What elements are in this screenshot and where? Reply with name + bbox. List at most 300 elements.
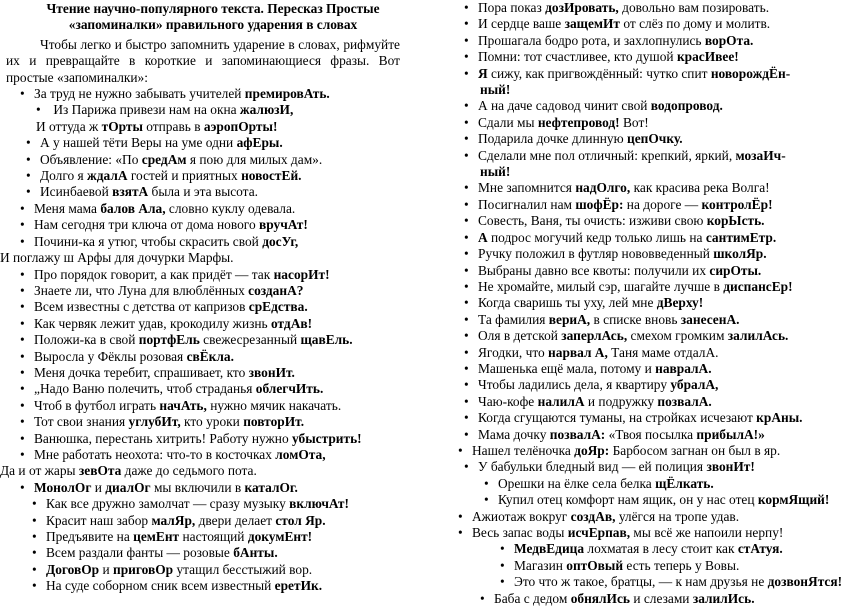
stressed-word: занесенА. [680, 311, 740, 327]
bullet-marker: • [26, 168, 31, 184]
rhyme-text: утащил бесстыжий вор. [173, 561, 313, 577]
right-column [458, 0, 842, 607]
title-line-2: «запоминалки» правильного ударения в словах [68, 17, 358, 33]
stressed-word: бАнты. [233, 545, 278, 561]
bullet-marker: • [500, 574, 505, 590]
rhyme-line [458, 180, 810, 196]
stressed-word: сантимЕтр. [705, 229, 777, 245]
rhyme-text: мы всё же напоили нерпу! [630, 525, 784, 540]
bullet-marker: • [20, 430, 25, 446]
bullet-marker: • [36, 102, 41, 118]
rhyme-text: Орешки на ёлке села белка [498, 475, 656, 491]
bullet-marker: • [464, 393, 469, 409]
rhyme-text: Подарила дочке длинную [478, 131, 627, 147]
stressed-word: защемИт [564, 16, 621, 32]
stressed-word: диалОг [105, 479, 151, 495]
rhyme-text: и [99, 561, 113, 577]
rhyme-text: Всем известны с детства от капризов [34, 299, 249, 315]
title-line-1: Чтение научно-популярного текста. Пересказ Простые [46, 1, 380, 16]
rhyme-line [458, 230, 810, 246]
bullet-marker: • [464, 344, 469, 360]
stressed-word: новорождЁн- [710, 65, 791, 81]
rhyme-text: Чтобы ладились дела, я квартиру [478, 377, 671, 393]
stressed-word: щавЕль. [300, 332, 353, 348]
bullet-marker: • [20, 381, 25, 397]
stressed-word: диспансЕр! [723, 278, 793, 294]
rhyme-text: есть теперь у Вовы. [623, 557, 740, 573]
stressed-word: нарвал А, [548, 344, 608, 360]
stressed-word: ворОта. [704, 32, 754, 48]
rhyme-text: Ванюшка, перестань хитрить! Работу нужно [34, 430, 292, 446]
rhyme-text: Как червяк лежит удав, крокодилу жизнь [34, 315, 272, 331]
rhyme-text: А на даче садовод чинит свой [478, 98, 651, 114]
bullet-marker: • [32, 529, 37, 544]
bullet-marker: • [464, 114, 469, 130]
rhyme-text: настоящий [179, 529, 248, 544]
stressed-word: залилИсь. [692, 590, 755, 606]
rhyme-line [458, 82, 810, 98]
stressed-word: шофЁр: [575, 196, 624, 212]
rhyme-text: в списке вновь [590, 311, 681, 327]
rhyme-text: Выросла у Фёклы розовая [34, 348, 187, 364]
rhyme-text: Вот! [619, 114, 649, 130]
rhyme-line [0, 102, 400, 118]
rhyme-line [458, 148, 810, 164]
bullet-marker: • [464, 426, 469, 442]
rhyme-text: улёгся на тропе удав. [615, 508, 740, 524]
rhyme-text: была и эта высота. [148, 184, 258, 200]
rhyme-text: Нам сегодня три ключа от дома нового [34, 217, 260, 233]
bullet-marker: • [480, 590, 485, 606]
rhyme-line [0, 283, 400, 299]
rhyme-line [458, 361, 810, 377]
stressed-word: ный! [480, 164, 511, 180]
bullet-marker: • [32, 496, 37, 512]
stressed-word: налилА [537, 393, 585, 409]
rhyme-text: двери делает [195, 512, 276, 528]
rhyme-line [0, 316, 400, 332]
stressed-word: позвалА: [549, 426, 606, 442]
rhyme-line [458, 263, 810, 279]
stressed-word: насорИт! [273, 266, 330, 282]
stressed-word: дозвонЯтся! [767, 574, 842, 590]
rhyme-line [0, 480, 400, 496]
rhyme-line [458, 591, 810, 607]
rhyme-line [458, 410, 810, 426]
bullet-marker: • [20, 364, 25, 380]
rhyme-line [458, 312, 810, 328]
rhyme-text: Да и от жары [0, 463, 79, 479]
rhyme-line [458, 33, 810, 49]
stressed-word: премировАть. [244, 86, 330, 102]
rhyme-text: И оттуда ж [36, 118, 102, 134]
stressed-word: дВерху! [656, 295, 704, 311]
bullet-marker: • [464, 196, 469, 212]
stressed-word: залилАсь. [727, 328, 789, 344]
rhyme-text: Чтоб в футбол играть [34, 397, 160, 413]
rhyme-text: Прошагала бодро рота, и захлопнулись [478, 32, 705, 48]
bullet-marker: • [464, 328, 469, 344]
rhyme-text: и [91, 479, 106, 495]
stressed-word: кормЯщий! [757, 492, 830, 508]
rhyme-line [458, 377, 810, 393]
rhyme-text: Таня маме отдалА. [607, 344, 719, 360]
rhyme-line [0, 217, 400, 233]
rhyme-text: Посигналил нам [478, 196, 576, 212]
rhyme-text: Почини-ка я утюг, чтобы скрасить свой [34, 233, 263, 249]
stressed-word: вручАт! [259, 217, 308, 233]
stressed-word: созданА? [248, 282, 304, 298]
rhyme-text: И поглажу ш Арфы для дочурки Марфы. [0, 250, 234, 266]
stressed-word: докумЕнт! [247, 529, 313, 544]
rhyme-line [458, 164, 810, 180]
rhyme-text: Нашел телёночка [472, 442, 575, 458]
bullet-marker: • [464, 0, 469, 15]
rhyme-text: сижу, как пригвождённый: чутко спит [487, 65, 711, 81]
rhyme-text: Барбосом загнан он был в яр. [609, 442, 781, 458]
rhyme-text: Совесть, Ваня, ты очисть: изживи свою [478, 213, 707, 229]
stressed-word: навралА. [655, 360, 712, 376]
bullet-marker: • [20, 397, 25, 413]
rhyme-line [458, 427, 810, 443]
bullet-marker: • [32, 512, 37, 528]
stressed-word: цемЕнт [133, 529, 180, 544]
bullet-marker: • [458, 508, 463, 524]
rhyme-text: гостей и приятных [127, 168, 242, 184]
rhyme-line [458, 345, 810, 361]
rhyme-text: Положи-ка в свой [34, 332, 139, 348]
bullet-marker: • [20, 282, 25, 298]
rhyme-line [0, 299, 400, 315]
rhyme-line [0, 135, 400, 151]
rhyme-text: Весь запас воды [472, 525, 568, 540]
rhyme-text: Магазин [514, 557, 567, 573]
rhyme-text: Чаю-кофе [478, 393, 538, 409]
rhyme-line [458, 98, 810, 114]
rhyme-line [458, 394, 810, 410]
rhyme-text: даже до седьмого пота. [121, 463, 257, 479]
rhyme-text: Мама дочку [478, 426, 550, 442]
rhyme-line [458, 115, 810, 131]
rhyme-line [458, 213, 810, 229]
rhyme-line [0, 398, 400, 414]
stressed-word: облегчИть. [255, 381, 324, 397]
rhyme-text: на дороге — [623, 196, 702, 212]
rhyme-text: Та фамилия [478, 311, 549, 327]
bullet-marker: • [20, 217, 25, 233]
stressed-word: цепОчку. [626, 131, 683, 147]
stressed-word: звонИт! [706, 459, 755, 475]
rhyme-line [458, 197, 810, 213]
rhyme-text: Это что ж такое, братцы, — к нам друзья не [514, 574, 768, 590]
stressed-word: еретИк. [274, 578, 323, 594]
stressed-word: надОлго, [575, 180, 631, 196]
stressed-word: портфЕль [138, 332, 200, 348]
stressed-word: стол Яр. [275, 512, 326, 528]
rhyme-text: „Надо Ваню полечить, чтоб страданья [34, 381, 256, 397]
stressed-word: досУг, [262, 233, 299, 249]
stressed-word: исчЕрпав, [567, 525, 631, 540]
stressed-word: убыстрить! [292, 430, 362, 446]
bullet-marker: • [464, 98, 469, 114]
bullet-marker: • [464, 410, 469, 426]
bullet-marker: • [464, 32, 469, 48]
stressed-word: школЯр. [713, 246, 767, 262]
rhyme-text: Сделали мне пол отличный: крепкий, яркий, [478, 147, 736, 163]
rhyme-line [0, 184, 400, 200]
stressed-word: начАть, [159, 397, 207, 413]
stressed-word: МедвЕдица [514, 541, 585, 557]
rhyme-text: У бабульки бледный вид — ей полиция [478, 459, 707, 475]
rhyme-text: Долго я [40, 168, 88, 184]
bullet-marker: • [464, 213, 469, 229]
bullet-marker: • [500, 557, 505, 573]
bullet-marker: • [464, 131, 469, 147]
rhyme-text: подрос могучий кедр только лишь на [487, 229, 706, 245]
rhyme-line [458, 541, 810, 557]
stressed-word: щЁлкать. [655, 475, 714, 491]
rhyme-line [0, 529, 400, 545]
rhyme-text: кто уроки [180, 414, 244, 430]
stressed-word: углубИт, [128, 414, 181, 430]
intro-paragraph: Чтобы легко и быстро запомнить ударение в словах, рифмуйте их и превращайте в короткие и запоминающиеся фразы. Вот простые «запоминалки»: [6, 36, 400, 85]
bullet-marker: • [500, 541, 505, 557]
bullet-marker: • [20, 348, 25, 364]
stressed-word: А [478, 229, 488, 245]
rhyme-text: свежесрезанный [199, 332, 301, 348]
rhyme-text: отправь в [142, 118, 204, 134]
stressed-word: корЫсть. [706, 213, 765, 229]
stressed-word: каталОг. [244, 479, 298, 495]
rhyme-line [0, 562, 400, 578]
bullet-marker: • [20, 299, 25, 315]
rhyme-text: Знаете ли, что Луна для влюблённых [34, 282, 249, 298]
bullet-marker: • [20, 479, 25, 495]
rhyme-line [458, 131, 810, 147]
rhyme-line [458, 0, 810, 16]
right-rhymes-list [458, 0, 842, 607]
rhyme-line [0, 381, 400, 397]
rhyme-line [0, 168, 400, 184]
rhyme-line [0, 414, 400, 430]
left-column [0, 0, 400, 595]
rhyme-line [458, 443, 810, 459]
rhyme-text: от слёз по дому и молитв. [620, 16, 771, 32]
rhyme-text: Как все дружно замолчат — сразу музыку [46, 496, 290, 512]
rhyme-line [458, 246, 810, 262]
stressed-word: МонолОг [34, 479, 92, 495]
stressed-word: контролЁр! [701, 196, 773, 212]
rhyme-text: Баба с дедом [494, 590, 571, 606]
bullet-marker: • [464, 65, 469, 81]
stressed-word: ждалА [87, 168, 128, 184]
stressed-word: ДоговОр [46, 561, 100, 577]
rhyme-line [458, 525, 810, 541]
stressed-word: новостЕй. [241, 168, 302, 184]
stressed-word: вериА, [548, 311, 591, 327]
rhyme-text: и слезами [630, 590, 693, 606]
rhyme-text: и подружку [584, 393, 658, 409]
rhyme-text: Машенька ещё мала, потому и [478, 360, 656, 376]
rhyme-text: На суде соборном сник всем известный [46, 578, 275, 594]
bullet-marker: • [464, 49, 469, 65]
rhyme-text: Оля в детской [478, 328, 562, 344]
rhyme-text: За труд не нужно забывать учителей [34, 86, 245, 102]
rhyme-text: Красит наш забор [46, 512, 152, 528]
bullet-marker: • [464, 147, 469, 163]
rhyme-line [458, 66, 810, 82]
stressed-word: жалюзИ, [239, 102, 294, 118]
stressed-word: прибылА!» [696, 426, 765, 442]
rhyme-text: смехом громким [627, 328, 728, 344]
rhyme-line [0, 513, 400, 529]
stressed-word: обнялИсь [570, 590, 630, 606]
bullet-marker: • [26, 135, 31, 151]
rhyme-text: Ажиотаж вокруг [472, 508, 571, 524]
rhyme-line [458, 49, 810, 65]
bullet-marker: • [20, 86, 25, 102]
stressed-word: повторИт. [243, 414, 305, 430]
rhyme-line [458, 476, 810, 492]
rhyme-text: мы включили в [150, 479, 245, 495]
rhyme-text: словно куклу одевала. [165, 200, 296, 216]
bullet-marker: • [32, 578, 37, 594]
rhyme-text: Меня дочка теребит, спрашивает, кто [34, 364, 249, 380]
rhyme-line [458, 459, 810, 475]
rhyme-text: нужно мячик накачать. [206, 397, 342, 413]
rhyme-text: Меня мама [34, 200, 101, 216]
stressed-word: крАны. [756, 410, 803, 426]
stressed-word: ломОта, [275, 446, 326, 462]
rhyme-line [0, 365, 400, 381]
rhyme-text: Не хромайте, милый сэр, шагайте лучше в [478, 278, 724, 294]
stressed-word: стАтуя. [737, 541, 783, 557]
stressed-word: приговОр [113, 561, 174, 577]
rhyme-line [0, 463, 400, 479]
rhyme-text: Всем раздали фанты — розовые [46, 545, 234, 561]
bullet-marker: • [26, 151, 31, 167]
stressed-word: ный! [480, 82, 511, 98]
rhyme-line [458, 328, 810, 344]
rhyme-line [0, 349, 400, 365]
bullet-marker: • [20, 315, 25, 331]
rhyme-line [0, 578, 400, 594]
bullet-marker: • [464, 360, 469, 376]
stressed-word: позвалА. [657, 393, 712, 409]
bullet-marker: • [464, 311, 469, 327]
rhyme-line [0, 119, 400, 135]
bullet-marker: • [464, 377, 469, 393]
rhyme-text: Пора показ [478, 0, 546, 15]
stressed-word: афЕры. [236, 135, 283, 151]
rhyme-text: Когда сгущаются туманы, на стройках исчезают [478, 410, 757, 426]
stressed-word: взятА [112, 184, 149, 200]
rhyme-text: Мне работать неохота: что-то в косточках [34, 446, 276, 462]
stressed-word: аэропОрты! [203, 118, 278, 134]
bullet-marker: • [458, 525, 463, 540]
stressed-word: тОрты [101, 118, 143, 134]
bullet-marker: • [20, 266, 25, 282]
stressed-word: сирОты. [709, 262, 762, 278]
stressed-word: малЯр, [151, 512, 196, 528]
rhyme-text: А у нашей тёти Веры на уме одни [40, 135, 237, 151]
bullet-marker: • [20, 332, 25, 348]
rhyme-text: И сердце ваше [478, 16, 565, 32]
rhyme-text: Ручку положил в футляр нововведенный [478, 246, 714, 262]
rhyme-line [458, 295, 810, 311]
document-title [0, 1, 400, 34]
bullet-marker: • [20, 200, 25, 216]
bullet-marker: • [484, 492, 489, 508]
stressed-word: включАт! [289, 496, 349, 512]
rhyme-text: Исинбаевой [40, 184, 113, 200]
rhyme-text: Сдали мы [478, 114, 538, 130]
bullet-marker: • [20, 233, 25, 249]
stressed-word: доЯр: [574, 442, 610, 458]
rhyme-line [0, 332, 400, 348]
rhyme-text: лохматая в лесу стоит как [584, 541, 738, 557]
stressed-word: водопровод. [650, 98, 723, 114]
rhyme-text: Объявление: «По [40, 151, 142, 167]
stressed-word: нефтепровод! [537, 114, 620, 130]
bullet-marker: • [484, 475, 489, 491]
rhyme-line [458, 16, 810, 32]
rhyme-line [458, 574, 842, 590]
rhyme-text: Когда сваришь ты уху, лей мне [478, 295, 657, 311]
rhyme-line [0, 496, 400, 512]
rhyme-line [0, 86, 400, 102]
rhyme-text: Из Парижа привези нам на окна [50, 102, 240, 118]
bullet-marker: • [20, 446, 25, 462]
stressed-word: звонИт. [248, 364, 295, 380]
rhyme-text: «Твоя посылка [605, 426, 697, 442]
rhyme-line [0, 201, 400, 217]
rhyme-line [458, 492, 830, 508]
bullet-marker: • [32, 561, 37, 577]
rhyme-text: я пою для милых дам». [186, 151, 323, 167]
bullet-marker: • [464, 229, 469, 245]
stressed-word: убралА, [670, 377, 719, 393]
rhyme-text: Купил отец комфорт нам ящик, он у нас отец [498, 492, 758, 508]
rhyme-line [0, 234, 400, 250]
left-rhymes-list [0, 86, 400, 595]
rhyme-text: Ягодки, что [478, 344, 549, 360]
rhyme-text: Тот свои знания [34, 414, 129, 430]
rhyme-text: Предъявите на [46, 529, 134, 544]
bullet-marker: • [20, 414, 25, 430]
bullet-marker: • [458, 442, 463, 458]
bullet-marker: • [464, 278, 469, 294]
stressed-word: средАм [141, 151, 187, 167]
rhyme-text: Помни: тот счастливее, кто душой [478, 49, 677, 65]
rhyme-line [458, 279, 810, 295]
bullet-marker: • [26, 184, 31, 200]
rhyme-line [0, 152, 400, 168]
bullet-marker: • [464, 180, 469, 196]
rhyme-line [0, 447, 400, 463]
bullet-marker: • [464, 459, 469, 475]
stressed-word: мозаИч- [735, 147, 786, 163]
rhyme-text: довольно вам позировать. [618, 0, 770, 15]
rhyme-line [458, 558, 810, 574]
stressed-word: дозИровать, [545, 0, 619, 15]
rhyme-text: Мне запомнится [478, 180, 576, 196]
rhyme-line [0, 431, 400, 447]
bullet-marker: • [464, 246, 469, 262]
bullet-marker: • [464, 262, 469, 278]
rhyme-line [0, 267, 400, 283]
stressed-word: срЕдства. [248, 299, 308, 315]
